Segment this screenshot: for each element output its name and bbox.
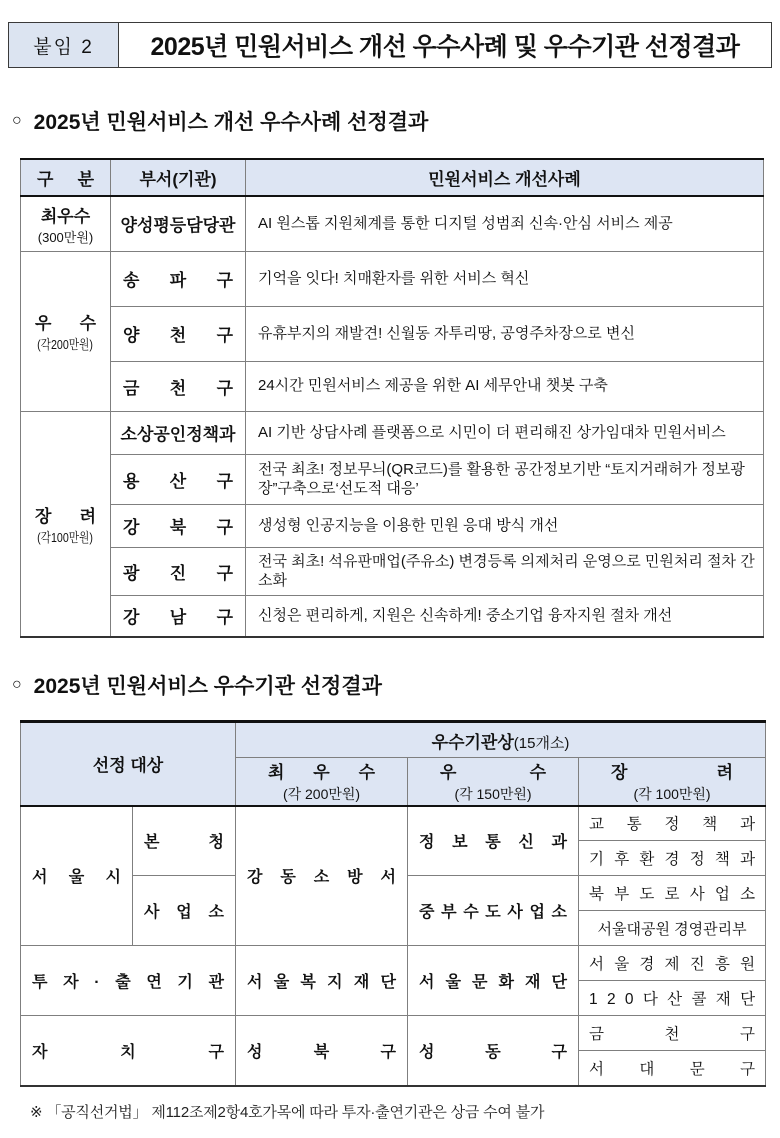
bullet-circle-icon: ○ (12, 676, 22, 693)
excellent-organizations-table (20, 720, 766, 1087)
cases-header-row (21, 159, 764, 196)
encourage-cell: 서 울 경 제 진 흥 원 (579, 946, 766, 981)
footnote: ※ 「공직선거법」 제112조제2항4호가목에 따라 투자·출연기관은 상금 수여 불가 (30, 1103, 545, 1121)
table-row (21, 946, 766, 981)
department-cell: 용 산 구 (111, 454, 246, 504)
col-header-encourage (579, 758, 766, 806)
level-label: 최 우 수 (268, 763, 376, 783)
department-cell: 양성평등담당관 (111, 196, 246, 251)
encourage-cell: 1 2 0 다 산 콜 재 단 (579, 981, 766, 1016)
department-cell: 송 파 구 (111, 251, 246, 306)
level-prize: (각 200만원) (282, 786, 361, 803)
target-main-office-cell: 본 청 (133, 806, 236, 876)
excellent-main-office-cell: 정 보 통 신 과 (408, 806, 579, 876)
case-cell: 24시간 민원서비스 제공을 위한 AI 세무안내 챗봇 구축 (246, 361, 764, 411)
case-cell: 신청은 편리하게, 지원은 신속하게! 중소기업 융자지원 절차 개선 (246, 595, 764, 637)
level-prize: (각 100만원) (633, 786, 711, 803)
table-row (21, 196, 764, 251)
table-row (21, 1016, 766, 1051)
grade-prize: (각100만원) (37, 529, 94, 545)
bullet-circle-icon: ○ (12, 112, 22, 129)
table-row (21, 547, 764, 595)
table-row (21, 504, 764, 547)
case-cell: 생성형 인공지능을 이용한 민원 응대 방식 개선 (246, 504, 764, 547)
encourage-cell: 교 통 정 책 과 (579, 806, 766, 841)
department-cell: 강 남 구 (111, 595, 246, 637)
col-header-award (236, 722, 766, 758)
case-cell: 전국 최초! 정보무늬(QR코드)를 활용한 공간정보기반 “토지거래허가 정보광장”구축으로‘선도적 대응’ (246, 454, 764, 504)
best-district-cell: 성 북 구 (236, 1016, 408, 1086)
attachment-label: 붙임 2 (9, 23, 119, 67)
grade-label: 우 수 (35, 314, 96, 333)
target-branch-office-cell: 사 업 소 (133, 876, 236, 946)
department-cell: 양 천 구 (111, 306, 246, 361)
award-count: (15개소) (513, 734, 570, 752)
grade-prize: (각200만원) (37, 337, 94, 352)
col-header-category: 구 분 (21, 159, 111, 196)
target-district-cell: 자 치 구 (21, 1016, 236, 1086)
grade-cell-encourage (21, 411, 111, 637)
attachment-title-bar (8, 22, 772, 68)
grade-prize: (300만원) (37, 229, 94, 245)
table-row (21, 361, 764, 411)
table-row (21, 806, 766, 841)
case-cell: 유휴부지의 재발견! 신월동 자투리땅, 공영주차장으로 변신 (246, 306, 764, 361)
table-row (21, 595, 764, 637)
grade-cell-top (21, 196, 111, 251)
col-header-target: 선정 대상 (21, 722, 236, 806)
col-header-best (236, 758, 408, 806)
grade-label: 최우수 (40, 206, 91, 226)
table-row (21, 454, 764, 504)
excellent-branch-office-cell: 중 부 수 도 사 업 소 (408, 876, 579, 946)
col-header-department: 부서(기관) (111, 159, 246, 196)
col-header-excellent (408, 758, 579, 806)
grade-cell-excellent (21, 251, 111, 411)
table-row (21, 251, 764, 306)
level-label: 장 려 (611, 763, 734, 783)
target-seoul-cell: 서 울 시 (21, 806, 133, 946)
improvement-cases-table (20, 158, 764, 638)
department-cell: 금 천 구 (111, 361, 246, 411)
encourage-cell: 서 대 문 구 (579, 1051, 766, 1086)
encourage-cell: 금 천 구 (579, 1016, 766, 1051)
encourage-cell: 서울대공원 경영관리부 (579, 911, 766, 946)
col-header-case: 민원서비스 개선사례 (246, 159, 764, 196)
org-header-row-1 (21, 722, 766, 758)
page-title: 2025년 민원서비스 개선 우수사례 및 우수기관 선정결과 (150, 33, 740, 61)
case-cell: AI 기반 상담사례 플랫폼으로 시민이 더 편리해진 상가임대차 민원서비스 (246, 411, 764, 454)
case-cell: 전국 최초! 석유판매업(주유소) 변경등록 의제처리 운영으로 민원처리 절차 간소화 (246, 547, 764, 595)
department-cell: 광 진 구 (111, 547, 246, 595)
encourage-cell: 북 부 도 로 사 업 소 (579, 876, 766, 911)
award-title: 우수기관상 (431, 732, 514, 752)
excellent-district-cell: 성 동 구 (408, 1016, 579, 1086)
case-cell: AI 원스톱 지원체계를 통한 디지털 성범죄 신속·안심 서비스 제공 (246, 196, 764, 251)
table-row (21, 306, 764, 361)
target-invest-cell: 투 자 · 출 연 기 관 (21, 946, 236, 1016)
section1-heading-text: 2025년 민원서비스 개선 우수사례 선정결과 (33, 111, 429, 134)
section2-heading-text: 2025년 민원서비스 우수기관 선정결과 (33, 675, 382, 698)
case-cell: 기억을 잇다! 치매환자를 위한 서비스 혁신 (246, 251, 764, 306)
section2-heading (10, 670, 780, 700)
best-invest-cell: 서 울 복 지 재 단 (236, 946, 408, 1016)
department-cell: 강 북 구 (111, 504, 246, 547)
table-row (21, 411, 764, 454)
section1-heading (10, 106, 780, 136)
grade-label: 장 려 (35, 506, 96, 526)
encourage-cell: 기 후 환 경 정 책 과 (579, 841, 766, 876)
level-prize: (각 150만원) (454, 786, 532, 803)
level-label: 우 수 (440, 763, 547, 783)
department-cell: 소상공인정책과 (111, 411, 246, 454)
best-seoul-cell: 강 동 소 방 서 (236, 806, 408, 946)
excellent-invest-cell: 서 울 문 화 재 단 (408, 946, 579, 1016)
